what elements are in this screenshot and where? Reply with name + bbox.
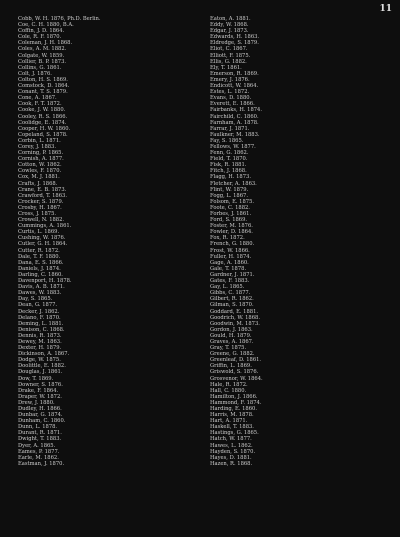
directory-entry: Griffin, L. 1869.	[210, 363, 252, 370]
directory-entry: Gilbert, R. 1862.	[210, 296, 254, 303]
directory-entry: Copeland, S. 1878.	[18, 131, 68, 138]
directory-entry: Dana, E. S. 1866.	[18, 259, 64, 266]
directory-entry: Fenn, G. 1862.	[210, 150, 249, 157]
directory-entry: Dunbar, G. 1874.	[18, 412, 63, 419]
directory-entry: Davis, A. B. 1871.	[18, 284, 65, 291]
directory-entry: Downer, S. 1876.	[18, 381, 63, 388]
directory-entry: Earle, M. 1862.	[18, 454, 59, 461]
directory-entry: Farnham, A. 1878.	[210, 119, 259, 126]
directory-entry: Drew, J. 1880.	[18, 399, 55, 406]
directory-entry: Fogg, L. 1867.	[210, 192, 248, 199]
directory-entry: Ellis, G. 1882.	[210, 58, 247, 65]
directory-entry: Douglas, J. 1861.	[18, 369, 63, 376]
directory-entry: Corning, P. 1865.	[18, 150, 64, 157]
directory-entry: Eldredge, S. 1879.	[210, 40, 259, 47]
directory-entry: Dennis, R. 1873.	[18, 332, 62, 339]
directory-entry: Cushing, W. 1876.	[18, 235, 66, 242]
directory-entry: Fowler, D. 1864.	[210, 229, 253, 236]
directory-entry: Crosby, H. 1867.	[18, 204, 62, 211]
directory-entry: Crowell, N. 1882.	[18, 217, 65, 224]
directory-entry: Forbes, J. 1861.	[210, 211, 252, 217]
directory-entry: Hart, A. 1871.	[210, 418, 248, 425]
directory-entry: Dunn, L. 1878.	[18, 424, 58, 431]
directory-entry: Dunham, C. 1860.	[18, 418, 66, 425]
directory-entry: Daniels, J. 1874.	[18, 265, 61, 272]
directory-entry: Greenleaf, D. 1861.	[210, 357, 262, 364]
directory-entry: Coolidge, E. 1874.	[18, 119, 67, 126]
directory-entry: Fisk, R. 1881.	[210, 162, 247, 169]
directory-entry: Dickinson, A. 1867.	[18, 351, 70, 358]
directory-entry: Eddy, W. 1868.	[210, 22, 249, 29]
directory-entry: Corey, J. 1883.	[18, 143, 57, 150]
directory-entry: Goodwin, M. 1873.	[210, 320, 260, 327]
directory-entry: Gardner, J. 1871.	[210, 271, 255, 278]
directory-entry: Fox, R. 1872.	[210, 235, 245, 242]
directory-entry: Cutter, R. 1872.	[18, 247, 60, 254]
right-column	[210, 16, 386, 467]
directory-entry: Emery, J. 1876.	[210, 76, 250, 83]
directory-entry: Goodrich, W. 1868.	[210, 314, 260, 321]
directory-entry: Collins, G. 1861.	[18, 64, 62, 71]
directory-entry: Foote, C. 1882.	[210, 204, 250, 211]
directory-entry: Delano, F. 1870.	[18, 314, 61, 321]
directory-entry: Dawes, W. 1883.	[18, 290, 62, 297]
directory-entry: Decker, J. 1862.	[18, 308, 60, 315]
directory-entry: Hammond, F. 1874.	[210, 399, 262, 406]
directory-entry: Colgate, W. 1859.	[18, 52, 65, 59]
directory-entry: Cutler, G. H. 1864.	[18, 241, 68, 248]
directory-entry: Hastings, G. 1865.	[210, 430, 259, 437]
directory-entry: Goddard, E. 1881.	[210, 308, 259, 315]
directory-entry: Ely, T. 1861.	[210, 64, 242, 71]
directory-entry: Edwards, H. 1863.	[210, 34, 260, 41]
directory-entry: Drake, F. 1864.	[18, 387, 59, 394]
directory-entry: Hayden, S. 1870.	[210, 448, 256, 455]
directory-entry: Cole, R. F. 1870.	[18, 34, 62, 41]
directory-entry: Cooley, R. S. 1866.	[18, 113, 68, 120]
directory-entry: Dexter, H. 1879.	[18, 345, 62, 352]
directory-entry: Colt, J. 1876.	[18, 70, 52, 77]
directory-entry: Cobb, W. H. 1876, Ph.D. Berlin.	[18, 16, 101, 22]
directory-entry: Collier, B. P. 1873.	[18, 58, 67, 65]
directory-entry: Cook, F. T. 1872.	[18, 101, 62, 108]
directory-entry: Hamilton, J. 1866.	[210, 393, 258, 400]
directory-entry: Dodge, W. 1875.	[18, 357, 61, 364]
directory-entry: Coleman, J. H. 1868.	[18, 40, 73, 47]
directory-entry: Endicott, W. 1864.	[210, 83, 259, 90]
directory-entry: Cooke, J. W. 1880.	[18, 107, 66, 114]
directory-entry: Farrar, J. 1871.	[210, 125, 250, 132]
directory-entry: Durant, R. 1871.	[18, 430, 62, 437]
directory-entry: Gates, F. 1883.	[210, 278, 250, 285]
directory-entry: Gay, L. 1865.	[210, 284, 245, 291]
directory-entry: Harris, M. 1878.	[210, 412, 254, 419]
directory-entry: Gage, A. 1860.	[210, 259, 249, 266]
directory-entry: Curtis, L. 1869.	[18, 229, 60, 236]
left-column	[18, 16, 194, 467]
directory-entry: Eastman, J. 1870.	[18, 460, 65, 467]
directory-entry: Cox, M. J. 1881.	[18, 174, 60, 181]
directory-entry: Cowles, F. 1870.	[18, 168, 62, 175]
directory-entry: Gould, H. 1879.	[210, 332, 252, 339]
directory-entry: Flint, W. 1879.	[210, 186, 249, 193]
directory-entry: Denison, C. 1868.	[18, 326, 65, 333]
directory-entry: Faulkner, M. 1883.	[210, 131, 260, 138]
directory-entry: Ford, S. 1869.	[210, 217, 248, 224]
directory-entry: Conant, T. S. 1879.	[18, 89, 68, 96]
directory-entry: Crafts, J. 1868.	[18, 180, 58, 187]
directory-entry: Estes, L. 1872.	[210, 89, 250, 96]
directory-entry: Dale, T. F. 1880.	[18, 253, 61, 260]
directory-entry: Dean, G. 1877.	[18, 302, 58, 309]
directory-entry: Dwight, T. 1883.	[18, 436, 62, 443]
directory-entry: Fairbanks, H. 1874.	[210, 107, 263, 114]
directory-entry: Day, S. 1865.	[18, 296, 53, 303]
directory-entry: Crawford, T. 1863.	[18, 192, 67, 199]
directory-entry: Frost, W. 1866.	[210, 247, 250, 254]
directory-entry: Fay, S. 1865.	[210, 137, 244, 144]
directory-entry: Flagg, H. 1873.	[210, 174, 251, 181]
directory-entry: Foster, M. 1876.	[210, 223, 253, 230]
directory-entry: Corbin, L. 1871.	[18, 137, 61, 144]
directory-entry: Harding, E. 1860.	[210, 406, 257, 412]
directory-entry: Fitch, J. 1868.	[210, 168, 247, 175]
directory-entry: Field, T. 1870.	[210, 156, 248, 163]
directory-entry: Coffin, J. D. 1864.	[18, 28, 65, 35]
directory-entry: Crocker, S. 1879.	[18, 198, 64, 205]
directory-entry: Colton, H. S. 1869.	[18, 76, 68, 83]
directory-entry: Gilman, S. 1870.	[210, 302, 254, 309]
directory-entry: Greene, G. 1882.	[210, 351, 255, 358]
directory-entry: Hatch, W. 1877.	[210, 436, 252, 443]
directory-entry: Doolittle, E. 1882.	[18, 363, 66, 370]
directory-entry: Fuller, H. 1874.	[210, 253, 252, 260]
directory-entry: Fellows, W. 1877.	[210, 143, 256, 150]
directory-entry: Comstock, D. 1864.	[18, 83, 70, 90]
directory-entry: Edgar, J. 1873.	[210, 28, 249, 35]
directory-entry: Hawes, L. 1862.	[210, 442, 253, 449]
directory-entry: Gray, T. 1875.	[210, 345, 247, 352]
directory-entry: Eliot, C. 1867.	[210, 46, 248, 53]
directory-entry: Crane, E. B. 1873.	[18, 186, 67, 193]
directory-entry: Fairchild, C. 1860.	[210, 113, 259, 120]
directory-entry: Cooper, H. W. 1860.	[18, 125, 71, 132]
directory-entry: Gordon, J. 1863.	[210, 326, 253, 333]
directory-entry: Dewey, M. 1863.	[18, 338, 62, 345]
directory-entry: Deming, L. 1881.	[18, 320, 64, 327]
directory-entry: Evans, D. 1880.	[210, 95, 252, 102]
directory-entry: Coe, C. H. 1880, B.A.	[18, 22, 74, 29]
directory-entry: Hall, C. 1880.	[210, 387, 247, 394]
directory-entry: Cornish, A. 1877.	[18, 156, 64, 163]
directory-entry: Draper, W. 1872.	[18, 393, 62, 400]
directory-entry: Eames, P. 1877.	[18, 448, 60, 455]
directory-entry: Folsom, E. 1875.	[210, 198, 255, 205]
directory-entry: Dow, T. 1869.	[18, 375, 54, 382]
directory-entry: Dudley, H. 1866.	[18, 406, 62, 412]
directory-entry: Eaton, A. 1881.	[210, 16, 251, 22]
directory-entry: Darling, C. 1860.	[18, 271, 63, 278]
directory-entry: Emerson, R. 1869.	[210, 70, 259, 77]
directory-entry: Haskell, T. 1883.	[210, 424, 254, 431]
directory-entry: Hayes, D. 1881.	[210, 454, 252, 461]
directory-entry: Dyer, A. 1865.	[18, 442, 56, 449]
directory-entry: Cummings, A. 1861.	[18, 223, 72, 230]
directory-entry: Gale, T. 1878.	[210, 265, 247, 272]
directory-entry: Hale, R. 1872.	[210, 381, 248, 388]
directory-entry: Everett, E. 1866.	[210, 101, 255, 108]
directory-entry: Cone, A. 1867.	[18, 95, 57, 102]
directory-entry: Gibbs, C. 1877.	[210, 290, 251, 297]
directory-entry: Elliott, F. 1875.	[210, 52, 251, 59]
directory-entry: Hazen, R. 1868.	[210, 460, 253, 467]
page-number: 11	[379, 4, 392, 14]
directory-entry: Graves, A. 1867.	[210, 338, 254, 345]
directory-entry: Fletcher, A. 1863.	[210, 180, 257, 187]
directory-entry: Coles, A. M. 1882.	[18, 46, 67, 53]
directory-entry: Cross, J. 1875.	[18, 211, 57, 217]
directory-entry: Cotton, W. 1862.	[18, 162, 62, 169]
directory-entry: French, G. 1880.	[210, 241, 255, 248]
directory-entry: Davenport, H. 1878.	[18, 278, 72, 285]
directory-entry: Grosvenor, W. 1864.	[210, 375, 263, 382]
directory-entry: Griswold, S. 1876.	[210, 369, 259, 376]
